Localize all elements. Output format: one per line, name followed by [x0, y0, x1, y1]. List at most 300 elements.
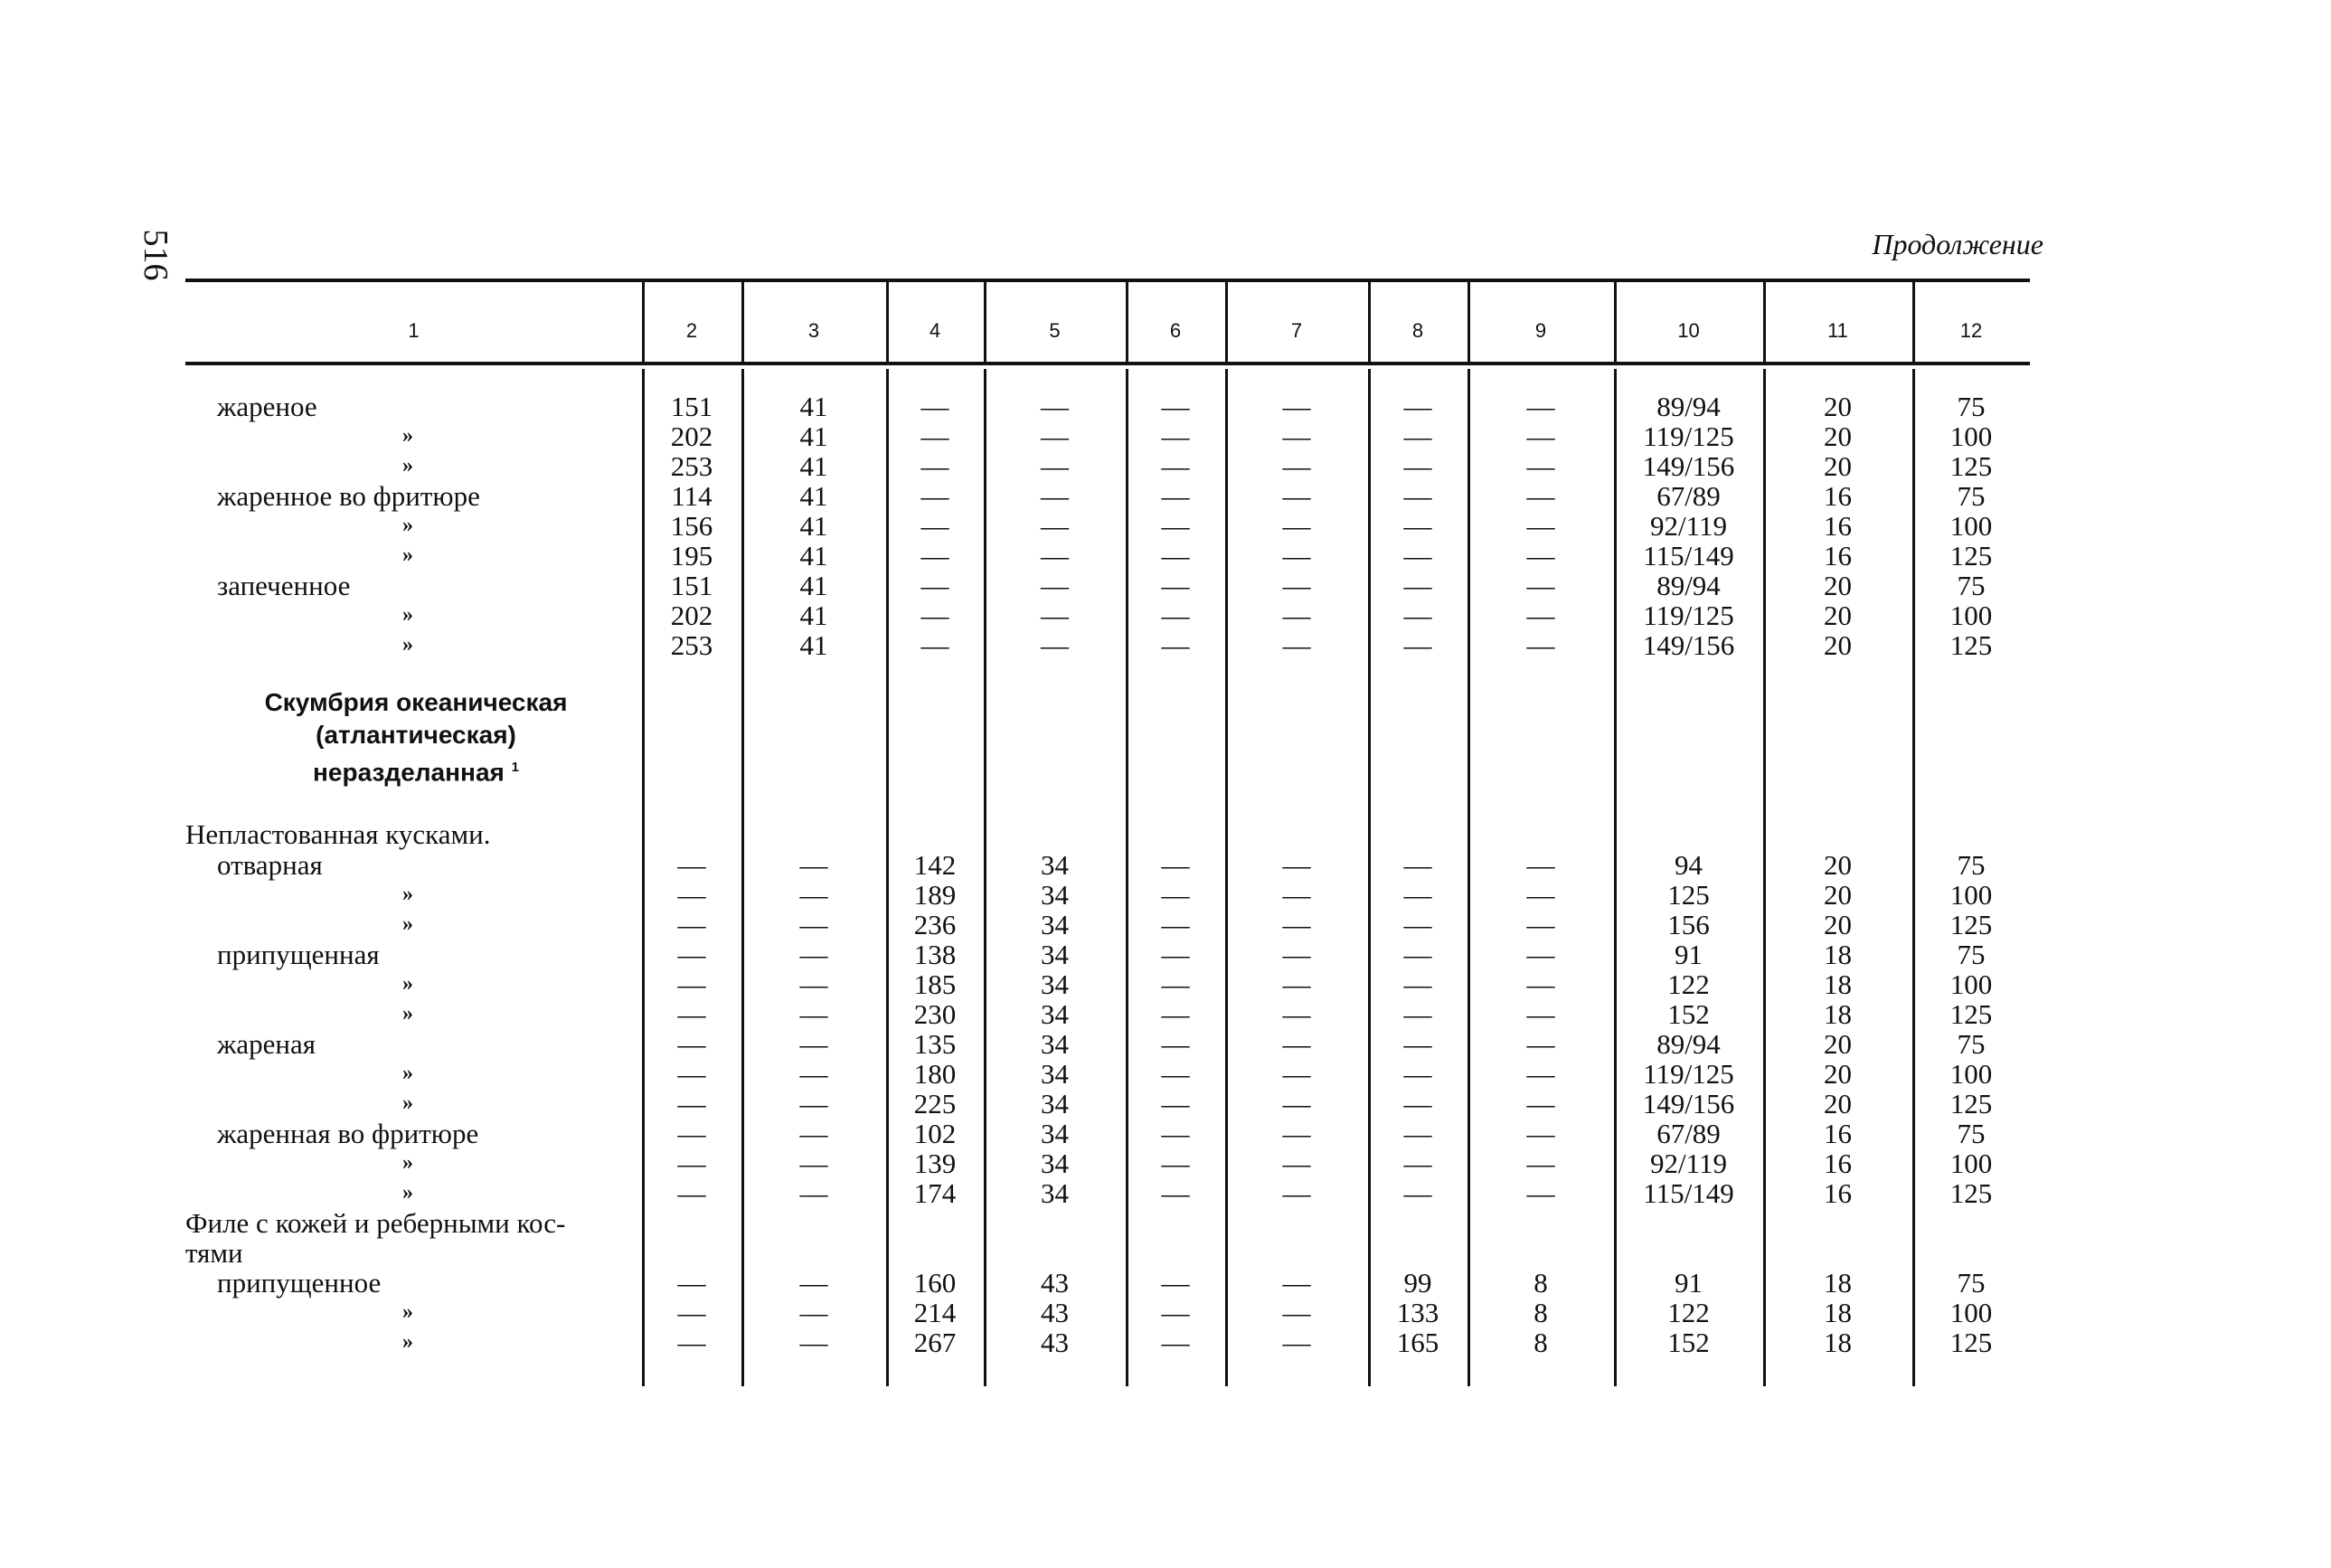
cell-col-4: —: [920, 600, 949, 631]
cell-col-11: 18: [1824, 1297, 1852, 1328]
cell-col-2: —: [677, 1028, 706, 1060]
cell-col-6: —: [1161, 1267, 1190, 1299]
cell-col-3: [741, 819, 886, 849]
section-title-line-1: Скумбрия океаническая: [264, 688, 568, 716]
cell-col-9: —: [1526, 629, 1555, 661]
cell-col-8: —: [1403, 570, 1432, 601]
cell-col-3: —: [799, 879, 828, 911]
cell-col-10: 92/119: [1650, 510, 1727, 542]
table-row: [185, 630, 2030, 660]
cell-col-7: —: [1282, 391, 1311, 422]
table-row: [185, 451, 2030, 481]
cell-col-7: —: [1282, 1058, 1311, 1090]
table-row: [185, 571, 2030, 600]
cell-col-5: —: [1041, 540, 1069, 571]
row-label: »: [402, 633, 413, 656]
cell-col-7: —: [1282, 420, 1311, 452]
cell-col-3: —: [799, 1118, 828, 1149]
cell-col-5: [984, 1238, 1126, 1268]
cell-col-8: [1368, 1238, 1467, 1268]
cell-col-4: 214: [913, 1297, 957, 1328]
cell-col-8: [1368, 1208, 1467, 1238]
cell-col-2: 195: [670, 540, 713, 571]
cell-col-9: —: [1526, 391, 1555, 422]
cell-col-9: —: [1526, 1088, 1555, 1119]
cell-col-9: —: [1526, 1118, 1555, 1149]
cell-col-11: 16: [1824, 480, 1852, 512]
cell-col-9: —: [1526, 420, 1555, 452]
cell-col-5: [984, 819, 1126, 849]
cell-col-6: —: [1161, 879, 1190, 911]
cell-col-3: —: [799, 1028, 828, 1060]
cell-col-2: 151: [670, 391, 713, 422]
cell-col-5: —: [1041, 570, 1069, 601]
cell-col-2: —: [677, 1118, 706, 1149]
cell-col-8: —: [1403, 1148, 1432, 1179]
table-row: [185, 421, 2030, 451]
cell-col-4: 267: [913, 1327, 957, 1358]
cell-col-10: 67/89: [1656, 480, 1721, 512]
section-title-line-2: (атлантическая): [316, 721, 516, 749]
cell-col-7: —: [1282, 998, 1311, 1030]
cell-col-12: [1912, 1208, 2030, 1238]
cell-col-6: —: [1161, 849, 1190, 881]
cell-col-8: 133: [1396, 1297, 1439, 1328]
column-header-1: 1: [408, 319, 420, 342]
cell-col-6: [1126, 1208, 1225, 1238]
cell-col-8: 99: [1403, 1267, 1432, 1299]
cell-col-5: 43: [1041, 1267, 1069, 1299]
cell-col-6: —: [1161, 1297, 1190, 1328]
cell-col-10: 91: [1675, 939, 1703, 970]
cell-col-11: 20: [1824, 849, 1852, 881]
nutrition-table: [185, 279, 2030, 1386]
cell-col-4: —: [920, 629, 949, 661]
cell-col-5: 34: [1041, 1177, 1069, 1209]
cell-col-8: —: [1403, 629, 1432, 661]
cell-col-5: 43: [1041, 1327, 1069, 1358]
cell-col-10: 89/94: [1656, 570, 1721, 601]
cell-col-5: 34: [1041, 1028, 1069, 1060]
cell-col-7: —: [1282, 1028, 1311, 1060]
cell-col-4: —: [920, 480, 949, 512]
table-row: [185, 1238, 2030, 1268]
cell-col-2: —: [677, 998, 706, 1030]
table-row: [185, 600, 2030, 630]
cell-col-2: —: [677, 1148, 706, 1179]
cell-col-9: 8: [1534, 1327, 1548, 1358]
cell-col-12: 75: [1957, 1118, 1986, 1149]
cell-col-11: 16: [1824, 540, 1852, 571]
cell-col-11: 18: [1824, 1267, 1852, 1299]
cell-col-11: 18: [1824, 968, 1852, 1000]
cell-col-4: 189: [913, 879, 957, 911]
cell-col-5: 34: [1041, 939, 1069, 970]
cell-col-7: —: [1282, 1118, 1311, 1149]
row-label: запеченное: [217, 570, 351, 601]
cell-col-12: 100: [1949, 1148, 1993, 1179]
cell-col-2: —: [677, 1327, 706, 1358]
cell-col-8: —: [1403, 391, 1432, 422]
cell-col-3: —: [799, 1148, 828, 1179]
cell-col-4: 102: [913, 1118, 957, 1149]
table-row: [185, 940, 2030, 969]
cell-col-6: —: [1161, 968, 1190, 1000]
cell-col-3: [741, 1238, 886, 1268]
cell-col-10: 89/94: [1656, 1028, 1721, 1060]
cell-col-2: 151: [670, 570, 713, 601]
cell-col-11: [1763, 819, 1912, 849]
cell-col-12: [1912, 819, 2030, 849]
table-row: [185, 910, 2030, 940]
cell-col-2: —: [677, 879, 706, 911]
table-row: [185, 1059, 2030, 1089]
cell-col-8: —: [1403, 939, 1432, 970]
cell-col-2: 114: [671, 480, 713, 512]
cell-col-12: 100: [1949, 510, 1993, 542]
cell-col-6: —: [1161, 420, 1190, 452]
cell-col-9: —: [1526, 909, 1555, 940]
cell-col-10: 67/89: [1656, 1118, 1721, 1149]
table-row: [185, 1327, 2030, 1357]
cell-col-8: 165: [1396, 1327, 1439, 1358]
cell-col-5: —: [1041, 391, 1069, 422]
table-row: [185, 1178, 2030, 1208]
table-row: [185, 999, 2030, 1029]
cell-col-5: 34: [1041, 1118, 1069, 1149]
cell-col-2: [642, 1208, 741, 1238]
cell-col-7: —: [1282, 540, 1311, 571]
cell-col-8: —: [1403, 998, 1432, 1030]
cell-col-12: 125: [1949, 1177, 1993, 1209]
cell-col-8: —: [1403, 909, 1432, 940]
cell-col-11: 20: [1824, 879, 1852, 911]
cell-col-12: 125: [1949, 998, 1993, 1030]
cell-col-7: —: [1282, 1177, 1311, 1209]
cell-col-6: —: [1161, 1327, 1190, 1358]
cell-col-7: —: [1282, 879, 1311, 911]
cell-col-3: 41: [799, 391, 828, 422]
cell-col-6: —: [1161, 540, 1190, 571]
cell-col-5: —: [1041, 510, 1069, 542]
cell-col-2: [642, 1238, 741, 1268]
row-label: »: [402, 454, 413, 477]
cell-col-7: —: [1282, 968, 1311, 1000]
cell-col-11: 20: [1824, 420, 1852, 452]
cell-col-3: —: [799, 849, 828, 881]
cell-col-10: 92/119: [1650, 1148, 1727, 1179]
cell-col-9: —: [1526, 968, 1555, 1000]
cell-col-9: —: [1526, 570, 1555, 601]
cell-col-9: —: [1526, 540, 1555, 571]
cell-col-3: —: [799, 1327, 828, 1358]
cell-col-3: —: [799, 968, 828, 1000]
cell-col-6: —: [1161, 570, 1190, 601]
row-label: »: [402, 514, 413, 537]
table-row: [185, 392, 2030, 421]
cell-col-7: [1225, 819, 1368, 849]
cell-col-12: 100: [1949, 600, 1993, 631]
row-label: »: [402, 883, 413, 906]
cell-col-9: —: [1526, 1177, 1555, 1209]
cell-col-10: 125: [1667, 879, 1710, 911]
cell-col-6: —: [1161, 909, 1190, 940]
cell-col-3: 41: [799, 570, 828, 601]
cell-col-12: 75: [1957, 849, 1986, 881]
cell-col-12: 125: [1949, 1327, 1993, 1358]
cell-col-4: [886, 1238, 984, 1268]
cell-col-3: 41: [799, 629, 828, 661]
cell-col-7: —: [1282, 629, 1311, 661]
cell-col-10: 115/149: [1643, 1177, 1734, 1209]
cell-col-2: —: [677, 939, 706, 970]
table-row: [185, 541, 2030, 571]
footnote-mark: 1: [511, 760, 519, 775]
cell-col-6: —: [1161, 629, 1190, 661]
cell-col-6: —: [1161, 1118, 1190, 1149]
table-row: [185, 1298, 2030, 1327]
cell-col-4: —: [920, 420, 949, 452]
cell-col-2: —: [677, 1297, 706, 1328]
cell-col-11: 20: [1824, 1028, 1852, 1060]
cell-col-11: 20: [1824, 570, 1852, 601]
table-row: [185, 969, 2030, 999]
table-row: [185, 1208, 2030, 1238]
row-label: припущенное: [217, 1267, 382, 1299]
continuation-label: Продолжение: [1872, 228, 2043, 260]
cell-col-12: 100: [1949, 879, 1993, 911]
cell-col-5: 34: [1041, 909, 1069, 940]
table-row: [185, 511, 2030, 541]
table-row: [185, 1089, 2030, 1119]
cell-col-7: —: [1282, 1148, 1311, 1179]
cell-col-4: 225: [913, 1088, 957, 1119]
cell-col-7: —: [1282, 1297, 1311, 1328]
cell-col-4: 135: [913, 1028, 957, 1060]
cell-col-3: —: [799, 909, 828, 940]
cell-col-9: 8: [1534, 1297, 1548, 1328]
cell-col-9: —: [1526, 1028, 1555, 1060]
cell-col-3: 41: [799, 510, 828, 542]
row-label: жаренное во фритюре: [217, 480, 480, 512]
cell-col-5: —: [1041, 629, 1069, 661]
cell-col-7: —: [1282, 510, 1311, 542]
row-label: »: [402, 1330, 413, 1354]
row-label: »: [402, 1002, 413, 1025]
cell-col-10: [1614, 819, 1763, 849]
cell-col-4: [886, 819, 984, 849]
cell-col-12: 125: [1949, 540, 1993, 571]
cell-col-5: —: [1041, 600, 1069, 631]
cell-col-10: 152: [1667, 1327, 1710, 1358]
cell-col-6: —: [1161, 1177, 1190, 1209]
cell-col-2: —: [677, 1267, 706, 1299]
row-label: Филе с кожей и реберными кос-: [185, 1207, 566, 1239]
cell-col-10: 119/125: [1643, 420, 1734, 452]
cell-col-10: 115/149: [1643, 540, 1734, 571]
cell-col-11: 20: [1824, 600, 1852, 631]
table-row: [185, 1148, 2030, 1178]
cell-col-5: 34: [1041, 998, 1069, 1030]
cell-col-8: —: [1403, 1028, 1432, 1060]
cell-col-7: [1225, 1208, 1368, 1238]
cell-col-5: 43: [1041, 1297, 1069, 1328]
cell-col-7: —: [1282, 1267, 1311, 1299]
cell-col-9: —: [1526, 998, 1555, 1030]
section-title-line-3: неразделанная $^1$: [313, 758, 519, 787]
cell-col-5: —: [1041, 450, 1069, 482]
column-header-3: 3: [807, 319, 820, 342]
cell-col-5: [984, 1208, 1126, 1238]
cell-col-10: 89/94: [1656, 391, 1721, 422]
cell-col-10: 152: [1667, 998, 1710, 1030]
cell-col-2: —: [677, 909, 706, 940]
cell-col-8: [1368, 819, 1467, 849]
cell-col-12: 125: [1949, 1088, 1993, 1119]
cell-col-5: 34: [1041, 1148, 1069, 1179]
cell-col-7: —: [1282, 570, 1311, 601]
cell-col-10: 149/156: [1642, 629, 1735, 661]
cell-col-2: —: [677, 968, 706, 1000]
cell-col-10: 122: [1667, 968, 1710, 1000]
cell-col-12: 75: [1957, 480, 1986, 512]
cell-col-4: 180: [913, 1058, 957, 1090]
cell-col-12: 75: [1957, 1267, 1986, 1299]
cell-col-4: 230: [913, 998, 957, 1030]
cell-col-10: 91: [1675, 1267, 1703, 1299]
cell-col-3: —: [799, 1267, 828, 1299]
column-header-4: 4: [929, 319, 941, 342]
cell-col-12: 100: [1949, 968, 1993, 1000]
table-top-rule: [185, 279, 2030, 282]
cell-col-4: —: [920, 510, 949, 542]
cell-col-4: —: [920, 540, 949, 571]
cell-col-7: —: [1282, 480, 1311, 512]
cell-col-11: 18: [1824, 998, 1852, 1030]
cell-col-11: 16: [1824, 1177, 1852, 1209]
cell-col-2: —: [677, 1058, 706, 1090]
cell-col-6: [1126, 1238, 1225, 1268]
cell-col-6: —: [1161, 1058, 1190, 1090]
cell-col-11: 16: [1824, 510, 1852, 542]
cell-col-9: —: [1526, 600, 1555, 631]
cell-col-12: 75: [1957, 939, 1986, 970]
cell-col-12: 100: [1949, 1058, 1993, 1090]
cell-col-5: 34: [1041, 849, 1069, 881]
cell-col-3: 41: [799, 540, 828, 571]
column-header-6: 6: [1169, 319, 1182, 342]
table-row: [185, 819, 2030, 849]
cell-col-11: 16: [1824, 1148, 1852, 1179]
cell-col-8: —: [1403, 1118, 1432, 1149]
cell-col-5: —: [1041, 420, 1069, 452]
cell-col-10: 94: [1675, 849, 1703, 881]
cell-col-12: 100: [1949, 420, 1993, 452]
cell-col-8: —: [1403, 510, 1432, 542]
cell-col-2: —: [677, 1088, 706, 1119]
cell-col-4: 138: [913, 939, 957, 970]
cell-col-11: 18: [1824, 1327, 1852, 1358]
cell-col-6: —: [1161, 939, 1190, 970]
cell-col-3: —: [799, 998, 828, 1030]
cell-col-10: [1614, 1208, 1763, 1238]
cell-col-9: —: [1526, 1058, 1555, 1090]
row-label: жаренная во фритюре: [217, 1118, 479, 1149]
cell-col-11: 20: [1824, 1088, 1852, 1119]
cell-col-9: [1467, 819, 1614, 849]
cell-col-6: —: [1161, 998, 1190, 1030]
cell-col-6: —: [1161, 510, 1190, 542]
column-header-11: 11: [1827, 319, 1848, 342]
cell-col-6: —: [1161, 480, 1190, 512]
cell-col-12: [1912, 1238, 2030, 1268]
row-label: »: [402, 543, 413, 567]
table-row: [185, 1268, 2030, 1298]
row-label: жареная: [217, 1028, 316, 1060]
cell-col-3: [741, 1208, 886, 1238]
column-header-12: 12: [1959, 319, 1983, 342]
row-label: »: [402, 1062, 413, 1085]
cell-col-12: 125: [1949, 450, 1993, 482]
row-label: »: [402, 1300, 413, 1324]
cell-col-7: —: [1282, 1088, 1311, 1119]
column-header-10: 10: [1677, 319, 1700, 342]
cell-col-12: 125: [1949, 629, 1993, 661]
cell-col-3: —: [799, 939, 828, 970]
cell-col-4: 139: [913, 1148, 957, 1179]
row-label: »: [402, 1181, 413, 1204]
cell-col-10: 156: [1667, 909, 1710, 940]
cell-col-6: —: [1161, 391, 1190, 422]
cell-col-9: [1467, 1238, 1614, 1268]
cell-col-11: [1763, 1238, 1912, 1268]
column-header-8: 8: [1411, 319, 1424, 342]
cell-col-4: 142: [913, 849, 957, 881]
cell-col-9: —: [1526, 849, 1555, 881]
cell-col-8: —: [1403, 968, 1432, 1000]
cell-col-3: 41: [799, 450, 828, 482]
cell-col-2: —: [677, 1177, 706, 1209]
page-number: 516: [137, 229, 175, 281]
cell-col-3: —: [799, 1088, 828, 1119]
cell-col-2: 202: [670, 420, 713, 452]
cell-col-8: —: [1403, 600, 1432, 631]
cell-col-4: 174: [913, 1177, 957, 1209]
table-row: [185, 880, 2030, 910]
cell-col-5: 34: [1041, 879, 1069, 911]
cell-col-8: —: [1403, 540, 1432, 571]
cell-col-3: 41: [799, 480, 828, 512]
cell-col-9: —: [1526, 450, 1555, 482]
cell-col-7: —: [1282, 849, 1311, 881]
header-bottom-rule: [185, 362, 2030, 365]
cell-col-3: —: [799, 1177, 828, 1209]
cell-col-8: —: [1403, 879, 1432, 911]
cell-col-11: 18: [1824, 939, 1852, 970]
row-label: отварная: [217, 849, 323, 881]
row-label: »: [402, 972, 413, 996]
cell-col-3: 41: [799, 420, 828, 452]
cell-col-8: —: [1403, 450, 1432, 482]
column-header-2: 2: [685, 319, 698, 342]
cell-col-9: —: [1526, 480, 1555, 512]
cell-col-8: —: [1403, 1088, 1432, 1119]
cell-col-7: —: [1282, 600, 1311, 631]
cell-col-7: —: [1282, 1327, 1311, 1358]
cell-col-8: —: [1403, 480, 1432, 512]
cell-col-12: 125: [1949, 909, 1993, 940]
cell-col-2: 253: [670, 450, 713, 482]
